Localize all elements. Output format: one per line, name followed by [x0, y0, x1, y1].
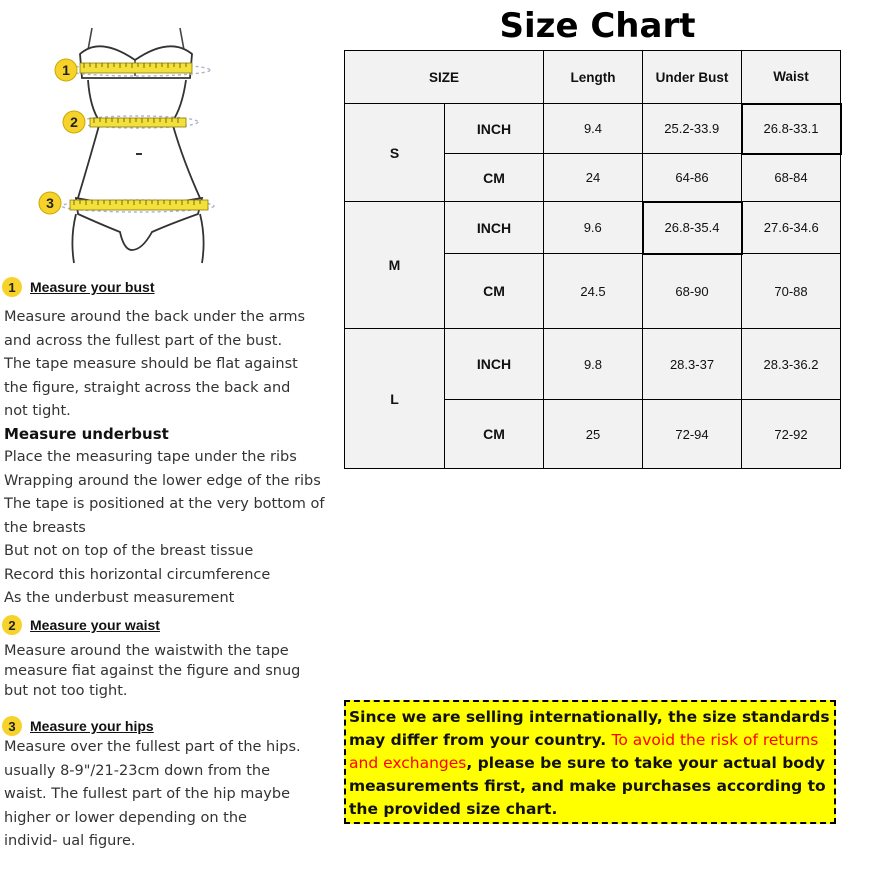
text-line: Measure over the fullest part of the hips.: [4, 739, 301, 755]
unit-cell: CM: [445, 254, 544, 329]
text-line: Measure around the back under the arms: [4, 309, 306, 325]
marker-2: [63, 111, 85, 133]
under-bust-cell: 26.8-35.4: [643, 202, 742, 254]
hips-heading-label: Measure your hips: [30, 718, 154, 734]
header-size: SIZE: [345, 51, 544, 104]
step-1-badge: 1: [2, 277, 22, 297]
size-cell-s: S: [345, 104, 445, 202]
header-length: Length: [544, 51, 643, 104]
waist-heading-label: Measure your waist: [30, 617, 160, 633]
text-line: not tight.: [4, 403, 71, 419]
waist-cell: 26.8-33.1: [742, 104, 841, 154]
under-bust-cell: 68-90: [643, 254, 742, 329]
table-header-row: [345, 51, 841, 104]
step-3-badge: 3: [2, 716, 22, 736]
svg-text:3: 3: [46, 195, 54, 211]
underbust-heading: Measure underbust: [4, 425, 169, 443]
underbust-instructions: [4, 446, 325, 611]
text-line: the breasts: [4, 519, 86, 536]
header-waist: Waist: [742, 51, 841, 104]
header-under-bust: Under Bust: [643, 51, 742, 104]
unit-cell: CM: [445, 400, 544, 469]
sizing-notice: [344, 700, 836, 824]
size-chart-table: [344, 50, 842, 469]
text-line: The tape is positioned at the very bottom of: [4, 496, 325, 512]
under-bust-cell: 25.2-33.9: [643, 104, 742, 154]
svg-text:2: 2: [70, 114, 78, 130]
bust-tape: [80, 63, 192, 73]
marker-1: [55, 59, 77, 81]
waist-cell: 27.6-34.6: [742, 202, 841, 254]
text-line: and across the fullest part of the bust.: [4, 332, 283, 349]
text-line: Record this horizontal circumference: [4, 566, 271, 583]
text-line: higher or lower depending on the: [4, 809, 247, 826]
measurement-figure: [30, 18, 240, 268]
text-line: the figure, straight across the back and: [4, 379, 291, 396]
size-chart-title: Size Chart: [499, 6, 696, 46]
text-line: But not on top of the breast tissue: [4, 543, 254, 559]
marker-3: [39, 192, 61, 214]
length-cell: 9.6: [544, 202, 643, 254]
text-line: individ- ual figure.: [4, 833, 136, 849]
unit-cell: INCH: [445, 329, 544, 400]
table-row: [345, 329, 841, 400]
length-cell: 9.4: [544, 104, 643, 154]
size-cell-l: L: [345, 329, 445, 469]
waist-cell: 28.3-36.2: [742, 329, 841, 400]
text-line: but not too tight.: [4, 683, 128, 699]
text-line: Measure around the waistwith the tape: [4, 643, 289, 659]
text-line: Wrapping around the lower edge of the ribs: [4, 472, 321, 489]
svg-text:1: 1: [62, 62, 70, 78]
text-line: usually 8-9"/21-23cm down from the: [4, 762, 271, 779]
length-cell: 24.5: [544, 254, 643, 329]
text-line: The tape measure should be flat against: [4, 356, 298, 372]
bust-heading: [2, 277, 154, 297]
bust-instructions: [4, 306, 305, 424]
hip-tape: [70, 200, 208, 210]
length-cell: 25: [544, 400, 643, 469]
hips-instructions: [4, 736, 301, 854]
text-line: waist. The fullest part of the hip maybe: [4, 786, 291, 802]
step-2-badge: 2: [2, 615, 22, 635]
under-bust-cell: 72-94: [643, 400, 742, 469]
unit-cell: INCH: [445, 104, 544, 154]
text-line: Place the measuring tape under the ribs: [4, 449, 297, 465]
waist-heading: [2, 615, 160, 635]
unit-cell: INCH: [445, 202, 544, 254]
waist-cell: 70-88: [742, 254, 841, 329]
waist-tape: [90, 118, 186, 127]
under-bust-cell: 64-86: [643, 154, 742, 202]
notice-advice: , please be sure to take your actual body measurements first, and make purchases according to the provided size chart.: [349, 754, 826, 818]
length-cell: 9.8: [544, 329, 643, 400]
hips-heading: [2, 716, 154, 736]
bust-heading-label: Measure your bust: [30, 279, 155, 295]
notice-intro: Since we are selling internationally, the size standards may differ from your country.: [349, 708, 830, 749]
notice-warning: To avoid the risk of returns and exchanges: [349, 731, 819, 772]
unit-cell: CM: [445, 154, 544, 202]
text-line: As the underbust measurement: [4, 590, 235, 606]
waist-instructions: [4, 641, 300, 701]
length-cell: 24: [544, 154, 643, 202]
under-bust-cell: 28.3-37: [643, 329, 742, 400]
table-row: [345, 104, 841, 154]
waist-cell: 72-92: [742, 400, 841, 469]
size-cell-m: M: [345, 202, 445, 329]
text-line: measure fiat against the figure and snug: [4, 663, 301, 679]
table-row: [345, 202, 841, 254]
body-outline-illustration: [30, 18, 240, 268]
waist-cell: 68-84: [742, 154, 841, 202]
